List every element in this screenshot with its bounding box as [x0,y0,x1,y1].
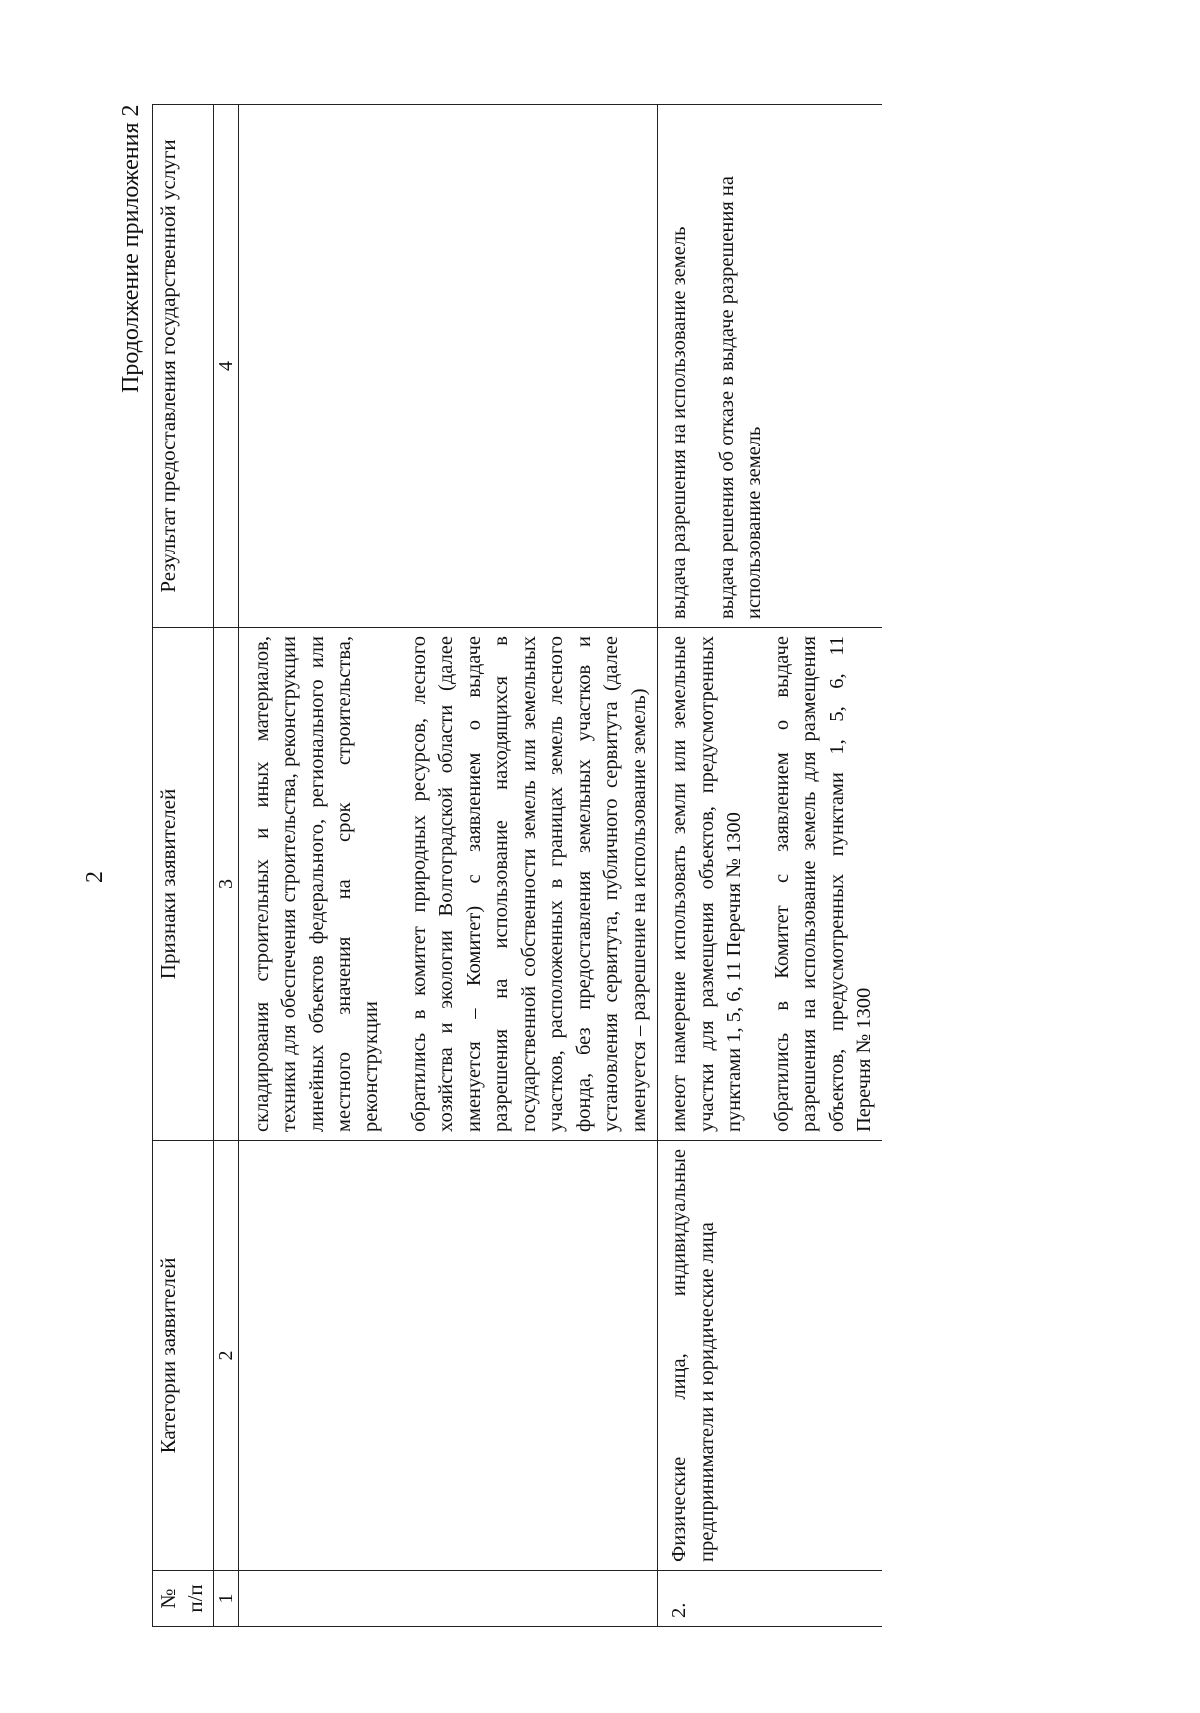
category-cell: Физические лица, индивидуальные предприниматели и юридические лица [658,1141,883,1571]
header-features: Признаки заявителей [153,628,214,1141]
result-text: выдача решения об отказе в выдаче разрешения на использование земель [715,176,766,619]
result-cell [658,105,883,628]
header-category: Категории заявителей [153,1141,214,1571]
page-number: 2 [82,871,108,883]
features-cell [238,628,658,1141]
header-number: № п/п [153,1571,214,1627]
column-number: 2 [213,1141,238,1571]
table-header-row [153,105,214,1627]
row-number-cell: 2. [658,1571,883,1627]
appendix-continuation-note: Продолжение приложения 2 [118,104,144,393]
column-number-row [213,105,238,1627]
result-cell [238,105,658,628]
category-cell [238,1141,658,1571]
feature-text: обратились в комитет природных ресурсов, лесного хозяйства и экологии Волгоградской области (далее именуется – Комитет) с заявлением о выдаче разрешения на использование находящихся в государственной собственности земель или земельных участков, расположенных в границах земель лесного фонда, без предоставления земельных участков и установления сервитута, публичного сервитута (далее именуется – разрешение на использование земель) [407,636,650,1132]
column-number: 3 [213,628,238,1141]
column-number: 1 [213,1571,238,1627]
feature-text: складирования строительных и иных материалов, техники для обеспечения строительства, реконструкции линейных объектов федерального, регионального или местного значения на срок строительства, реконструкции [250,636,383,1132]
row-number-cell [238,1571,658,1627]
result-text: выдача разрешения на использование земель [668,226,691,619]
feature-text: обратились в Комитет с заявлением о выдаче разрешения на использование земель для размещения объектов, предусмотренных пунктами 1, 5, 6, 11 Перечня № 1300 [770,636,875,1132]
column-number: 4 [213,105,238,628]
table-row [658,105,883,1627]
table-row [238,105,658,1627]
applicants-table [152,104,882,1627]
features-cell [658,628,883,1141]
header-result: Результат предоставления государственной услуги [153,105,214,628]
feature-text: имеют намерение использовать земли или земельные участки для размещения объектов, предусмотренных пунктами 1, 5, 6, 11 Перечня № 1300 [668,636,746,1132]
